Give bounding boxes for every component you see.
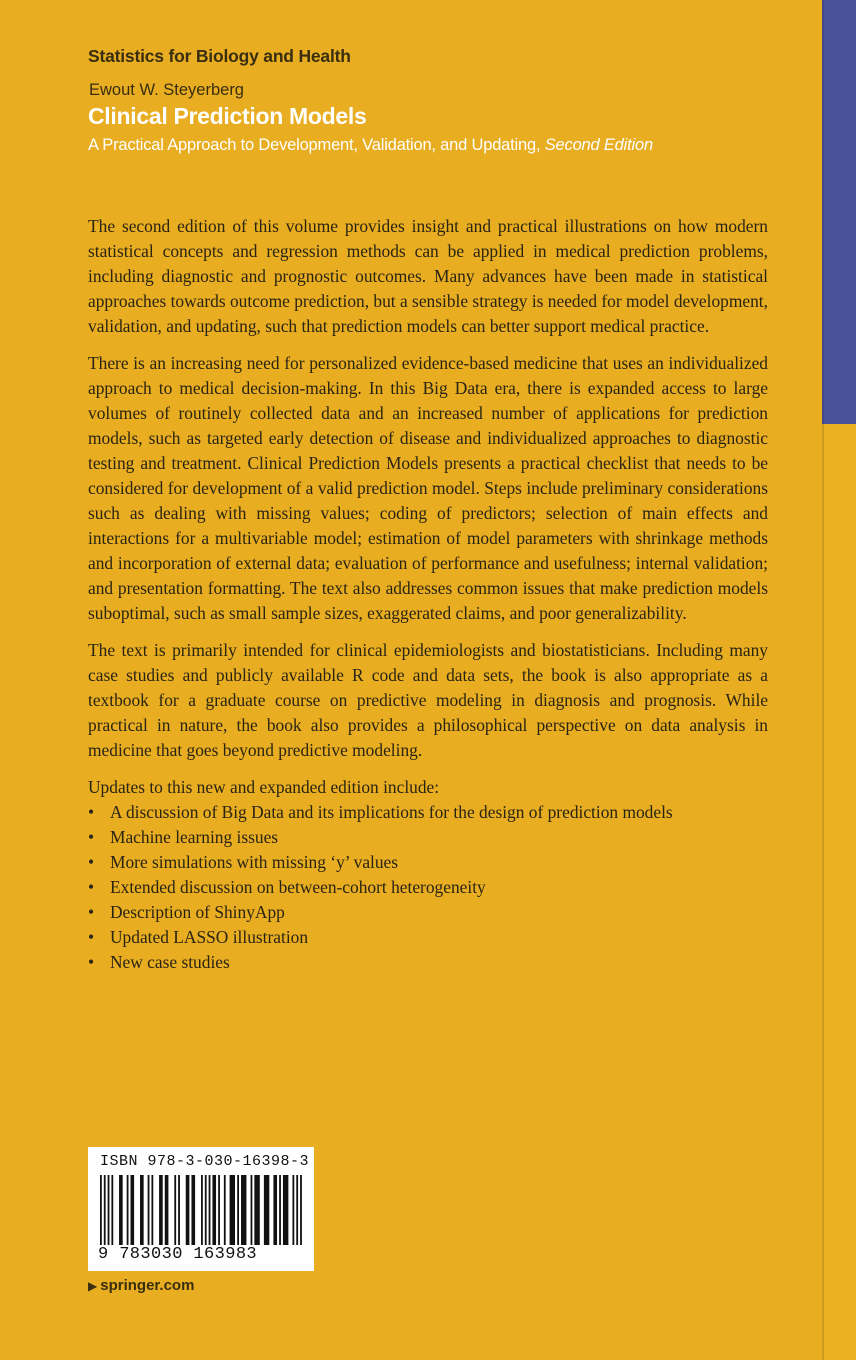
list-item bbox=[88, 900, 768, 925]
barcode-bar bbox=[264, 1175, 269, 1245]
list-item-text: Extended discussion on between-cohort heterogeneity bbox=[110, 877, 486, 897]
barcode-bar bbox=[140, 1175, 144, 1245]
author-name: Ewout W. Steyerberg bbox=[89, 81, 244, 99]
barcode-bar bbox=[111, 1175, 113, 1245]
barcode-bar bbox=[218, 1175, 220, 1245]
bullet-icon: • bbox=[88, 852, 95, 872]
edition-label: Second Edition bbox=[544, 136, 653, 154]
barcode-bar bbox=[151, 1175, 153, 1245]
barcode-bar bbox=[130, 1175, 134, 1245]
updates-list bbox=[88, 800, 768, 975]
barcode-bar bbox=[191, 1175, 195, 1245]
barcode-bar bbox=[279, 1175, 281, 1245]
bullet-icon: • bbox=[88, 902, 95, 922]
bullet-icon: • bbox=[88, 877, 95, 897]
list-item bbox=[88, 800, 768, 825]
series-name: Statistics for Biology and Health bbox=[88, 46, 351, 66]
barcode-bar bbox=[108, 1175, 110, 1245]
barcode-bar bbox=[100, 1175, 102, 1245]
isbn-barcode bbox=[88, 1147, 314, 1271]
barcode-bar bbox=[174, 1175, 176, 1245]
publisher-link[interactable] bbox=[88, 1277, 194, 1294]
barcode-bar bbox=[104, 1175, 106, 1245]
cover-header bbox=[88, 46, 788, 155]
barcode-bar bbox=[237, 1175, 239, 1245]
spine-yellow-band bbox=[822, 424, 856, 1360]
barcode-bar bbox=[251, 1175, 253, 1245]
list-item bbox=[88, 875, 768, 900]
barcode-bar bbox=[127, 1175, 129, 1245]
isbn-label: ISBN 978-3-030-16398-3 bbox=[100, 1153, 310, 1170]
barcode-bar bbox=[273, 1175, 277, 1245]
list-item-text: More simulations with missing ‘y’ values bbox=[110, 852, 399, 872]
blurb-paragraph-1: The second edition of this volume provides insight and practical illustrations on how modern statistical concepts and regression methods can be applied in medical prediction problems, including diagnostic and prognostic outcomes. Many advances have been made in statistical approaches towards outcome prediction, but a sensible strategy is needed for model development, validation, and updating, such that prediction models can better support medical practice. bbox=[88, 216, 768, 336]
bullet-icon: • bbox=[88, 952, 95, 972]
list-item-text: Machine learning issues bbox=[110, 827, 279, 847]
bullet-icon: • bbox=[88, 827, 95, 847]
barcode-bar bbox=[283, 1175, 288, 1245]
barcode-bar bbox=[224, 1175, 226, 1245]
bullet-icon: • bbox=[88, 802, 95, 822]
arrow-right-icon: ▶ bbox=[88, 1279, 98, 1293]
list-item-text: New case studies bbox=[110, 952, 230, 972]
spine-shadow bbox=[822, 0, 824, 1360]
barcode-bar bbox=[296, 1175, 298, 1245]
publisher-url: springer.com bbox=[100, 1277, 195, 1294]
subtitle-text: A Practical Approach to Development, Validation, and Updating, bbox=[88, 136, 541, 154]
barcode-bar bbox=[209, 1175, 211, 1245]
barcode-bar bbox=[254, 1175, 259, 1245]
spine-edge-strip bbox=[822, 0, 856, 1360]
list-item bbox=[88, 950, 768, 975]
bullet-icon: • bbox=[88, 927, 95, 947]
barcode-bar bbox=[230, 1175, 235, 1245]
barcode-bar bbox=[292, 1175, 294, 1245]
book-title: Clinical Prediction Models bbox=[88, 103, 367, 129]
updates-intro: Updates to this new and expanded edition include: bbox=[88, 777, 440, 797]
blurb-paragraph-2: There is an increasing need for personalized evidence-based medicine that uses an individualized approach to medical decision-making. In this Big Data era, there is expanded access to large volumes of routinely collected data and an increased number of applications for prediction models, such as targeted early detection of disease and individualized approaches to diagnostic testing and treatment. Clinical Prediction Models presents a practical checklist that needs to be considered for development of a valid prediction model. Steps include preliminary considerations such as dealing with missing values; coding of predictors; selection of main effects and interactions for a multivariable model; estimation of model parameters with shrinkage methods and incorporation of external data; evaluation of performance and usefulness; internal validation; and presentation formatting. The text also addresses common issues that make prediction models suboptimal, such as small sample sizes, exaggerated claims, and poor generalizability. bbox=[88, 353, 768, 623]
list-item bbox=[88, 825, 768, 850]
isbn-digits: 9 783030 163983 bbox=[98, 1245, 258, 1264]
barcode-bar bbox=[241, 1175, 246, 1245]
list-item-text: A discussion of Big Data and its implications for the design of prediction models bbox=[110, 802, 673, 822]
barcode-bar bbox=[148, 1175, 150, 1245]
barcode-bar bbox=[119, 1175, 123, 1245]
barcode-bars bbox=[100, 1175, 302, 1245]
blurb-text bbox=[88, 214, 768, 975]
list-item bbox=[88, 850, 768, 875]
book-subtitle bbox=[88, 136, 788, 155]
list-item-text: Description of ShinyApp bbox=[110, 902, 285, 922]
blurb-paragraph-3: The text is primarily intended for clinical epidemiologists and biostatisticians. Including many case studies and publicly available R code and data sets, the book is also appropriate as a textbook for a graduate course on predictive modeling in diagnosis and prognosis. While practical in nature, the book also provides a philosophical perspective on data analysis in medicine that goes beyond predictive modeling. bbox=[88, 640, 768, 760]
list-item-text: Updated LASSO illustration bbox=[110, 927, 309, 947]
barcode-bar bbox=[212, 1175, 216, 1245]
barcode-bar bbox=[300, 1175, 302, 1245]
barcode-bar bbox=[201, 1175, 203, 1245]
barcode-bar bbox=[159, 1175, 163, 1245]
barcode-bar bbox=[178, 1175, 180, 1245]
barcode-bar bbox=[186, 1175, 190, 1245]
barcode-bar bbox=[165, 1175, 169, 1245]
barcode-bar bbox=[205, 1175, 207, 1245]
list-item bbox=[88, 925, 768, 950]
spine-blue-band bbox=[822, 0, 856, 424]
